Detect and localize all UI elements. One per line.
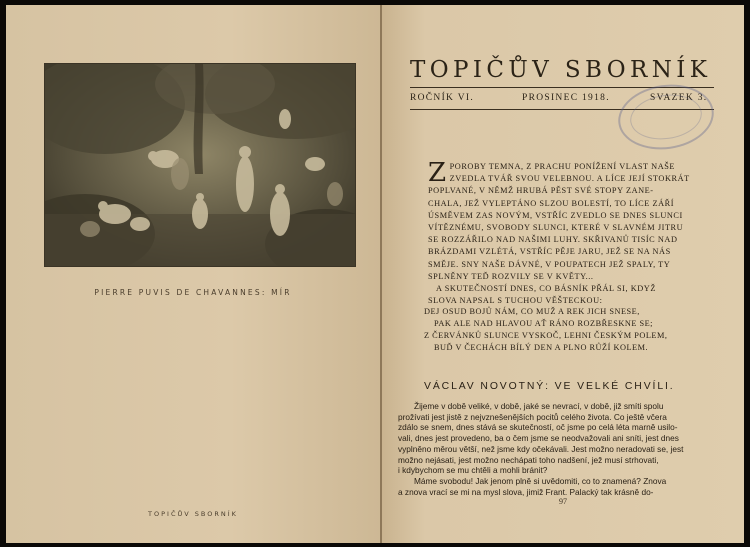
page-number: 97 — [559, 497, 567, 506]
left-running-foot: TOPIČŮV SBORNÍK — [148, 510, 238, 518]
painting-image — [45, 64, 355, 266]
essay-line: i kdybychom se mu chtěli a mohli bránit? — [398, 465, 548, 476]
poem-line: ZVEDLA TVÁŘ SVOU VELEBNOU. A LÍCE JEJÍ STOKRÁT — [449, 174, 690, 184]
left-page — [6, 5, 380, 543]
poem-line: SLOVA NAPSAL S TUCHOU VĚŠTECKOU: — [428, 296, 603, 306]
essay-line: prožívati jest jistě z nejvznešenějších pocitů celého života. Co ještě včera — [398, 411, 667, 422]
magazine-title: TOPIČŮV SBORNÍK — [410, 57, 712, 83]
essay-line: Žijeme v době veliké, v době, jaké se nevrací, v době, již smíti spolu — [414, 401, 664, 411]
poem-line: BRÁZDAMI VZLÉTÁ, VSTŘÍC PĚJE JARU, JEŽ SE NA NÁS — [428, 247, 671, 257]
poem-line: VÍTĚZNÉMU, SVOBODY SLUNCI, KTERÉ V SLAVNÉM JITRU — [428, 223, 684, 233]
issue-number: SVAZEK 3. — [650, 93, 708, 103]
poem-line: A SKUTEČNOSTÍ DNES, CO BÁSNÍK PŘÁL SI, KDYŽ — [436, 284, 656, 294]
essay-body — [398, 401, 728, 497]
poem-line: ÚSMĚVEM ZAS NOVÝM, VSTŘÍC ZVEDLO SE DNES SLUNCI — [428, 210, 683, 220]
poem-line: POPLVANÉ, V NĚMŽ HRUBÁ PĚST SVÉ STOPY ZANE- — [428, 186, 654, 196]
quoted-verse — [424, 306, 724, 354]
issue-date: PROSINEC 1918. — [522, 93, 610, 103]
prose-poem — [428, 158, 728, 307]
painting-caption: PIERRE PUVIS DE CHAVANNES: MÍR — [94, 288, 292, 297]
verse-line: DEJ OSUD BOJŮ NÁM, CO MUŽ A REK JICH SNESE, — [424, 307, 640, 316]
poem-line: POROBY TEMNA, Z PRACHU PONÍŽENÍ VLAST NAŠE — [449, 162, 676, 171]
essay-line: vali, dnes jest provedeno, ba o čem jsme se neodvažovali ani sníti, jest dnes — [398, 433, 679, 444]
poem-line: SPLNĚNY TEĎ ROZVILY SE V KVĚTY... — [428, 271, 594, 281]
poem-line: CHALA, JEŽ VYLEPTÁNO SLZOU BOLESTÍ, TO LÍCE ZÁŘÍ — [428, 198, 675, 208]
essay-line: možno nejásati, jest možno nechápati toho nadšení, jež musí strhovati, — [398, 454, 659, 465]
right-page — [382, 5, 744, 543]
verse-line: BUĎ V ČECHÁCH BÍLÝ DEN A PLNO RŮŽÍ KOLEM. — [434, 343, 649, 353]
verse-line: PAK ALE NAD HLAVOU AŤ RÁNO ROZBŘESKNE SE; — [434, 319, 653, 329]
essay-line: Máme svobodu! Jak jenom plně si uvědomiti, co to znamená? Znova — [414, 475, 667, 486]
verse-line: Z ČERVÁNKŮ SLUNCE VYSKOČ, LEHNI ČESKÝM POLEM, — [424, 331, 668, 341]
poem-line: SMĚJE. SNY NAŠE DÁVNÉ, V POUPATECH JEŽ SPALY, TY — [428, 259, 671, 269]
library-stamp — [614, 79, 718, 156]
volume-label: ROČNÍK VI. — [410, 93, 475, 103]
essay-line: vyplněno měrou větší, než jsme kdy očekávali. Jest možno neradovati se, jest — [398, 443, 684, 454]
essay-line: zdálo se snem, dnes stává se skutečností, oč jsme po celá léta marně usilo- — [398, 422, 678, 433]
poem-line: SE ROZZÁŘILO NAD NAŠIMI LUHY. SKŘIVANŮ TISÍC NAD — [428, 235, 678, 245]
essay-title: VÁCLAV NOVOTNÝ: VE VELKÉ CHVÍLI. — [424, 381, 675, 392]
drop-cap: Z — [428, 158, 447, 188]
essay-line: a znova vrací se mi na mysl slova, jimiž Frant. Palacký tak krásně do- — [398, 486, 654, 497]
painting-reproduction — [44, 63, 356, 267]
